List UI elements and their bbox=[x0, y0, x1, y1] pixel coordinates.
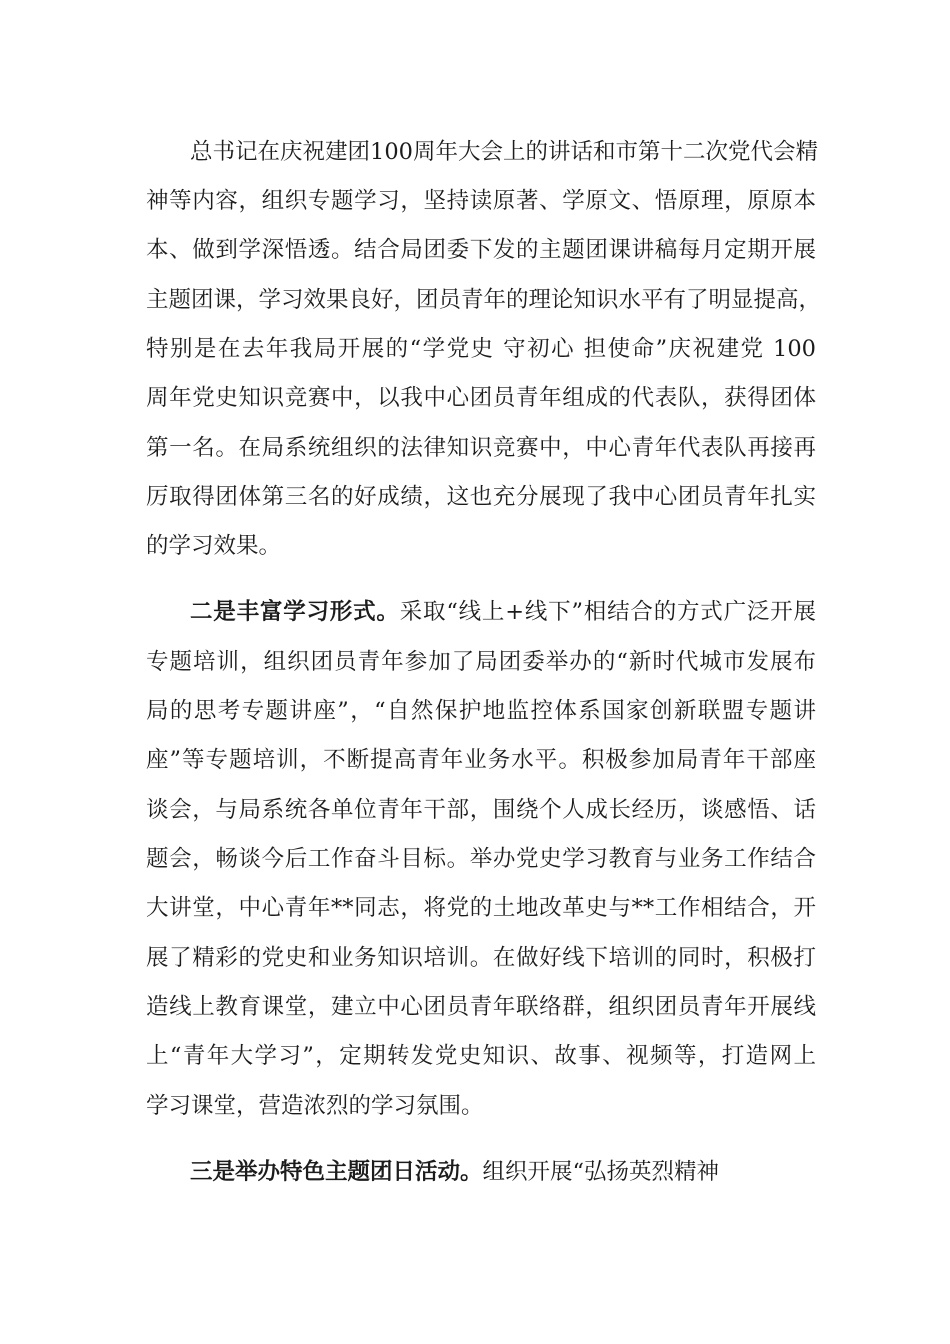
paragraph1-line: 厉取得团体第三名的好成绩，这也充分展现了我中心团员青年扎实 bbox=[146, 484, 816, 510]
paragraph2-line: 造线上教育课堂，建立中心团员青年联络群，组织团员青年开展线 bbox=[146, 994, 816, 1020]
paragraph2-line: 大讲堂，中心青年**同志，将党的土地改革史与**工作相结合，开 bbox=[146, 895, 816, 921]
paragraph1-line: 特别是在去年我局开展的“学党史 守初心 担使命”庆祝建党 100 bbox=[146, 336, 816, 362]
paragraph3-first-line-text: 组织开展“弘扬英烈精神 bbox=[482, 1159, 720, 1185]
paragraph1-line: 主题团课，学习效果良好，团员青年的理论知识水平有了明显提高， bbox=[146, 287, 822, 313]
paragraph3-heading: 三是举办特色主题团日活动。 bbox=[190, 1159, 483, 1185]
paragraph1-line: 周年党史知识竞赛中，以我中心团员青年组成的代表队，获得团体 bbox=[146, 385, 816, 411]
paragraph2-heading: 二是丰富学习形式。 bbox=[190, 599, 400, 625]
paragraph1-line: 本、做到学深悟透。结合局团委下发的主题团课讲稿每月定期开展 bbox=[146, 237, 816, 263]
paragraph2-first-line-text: 采取“线上+线下”相结合的方式广泛开展 bbox=[399, 599, 816, 625]
paragraph1-line: 总书记在庆祝建团100周年大会上的讲话和市第十二次党代会精 bbox=[190, 139, 818, 165]
paragraph2-line: 上“青年大学习”，定期转发党史知识、故事、视频等，打造网上 bbox=[146, 1043, 816, 1069]
paragraph2-line: 专题培训，组织团员青年参加了局团委举办的“新时代城市发展布 bbox=[146, 649, 816, 675]
paragraph2-first-line bbox=[190, 592, 816, 632]
paragraph2-line: 座”等专题培训，不断提高青年业务水平。积极参加局青年干部座 bbox=[146, 747, 816, 773]
paragraph1-line: 第一名。在局系统组织的法律知识竞赛中，中心青年代表队再接再 bbox=[146, 435, 816, 461]
paragraph2-line: 学习课堂，营造浓烈的学习氛围。 bbox=[146, 1093, 484, 1119]
paragraph2-line: 局的思考专题讲座”，“自然保护地监控体系国家创新联盟专题讲 bbox=[146, 698, 816, 724]
paragraph2-line: 展了精彩的党史和业务知识培训。在做好线下培训的同时，积极打 bbox=[146, 945, 816, 971]
paragraph3-first-line bbox=[190, 1152, 816, 1192]
paragraph1-line: 神等内容，组织专题学习，坚持读原著、学原文、悟原理，原原本 bbox=[146, 188, 816, 214]
paragraph2-line: 题会，畅谈今后工作奋斗目标。举办党史学习教育与业务工作结合 bbox=[146, 846, 816, 872]
paragraph2-line: 谈会，与局系统各单位青年干部，围绕个人成长经历，谈感悟、话 bbox=[146, 797, 816, 823]
paragraph1-line: 的学习效果。 bbox=[146, 533, 282, 559]
